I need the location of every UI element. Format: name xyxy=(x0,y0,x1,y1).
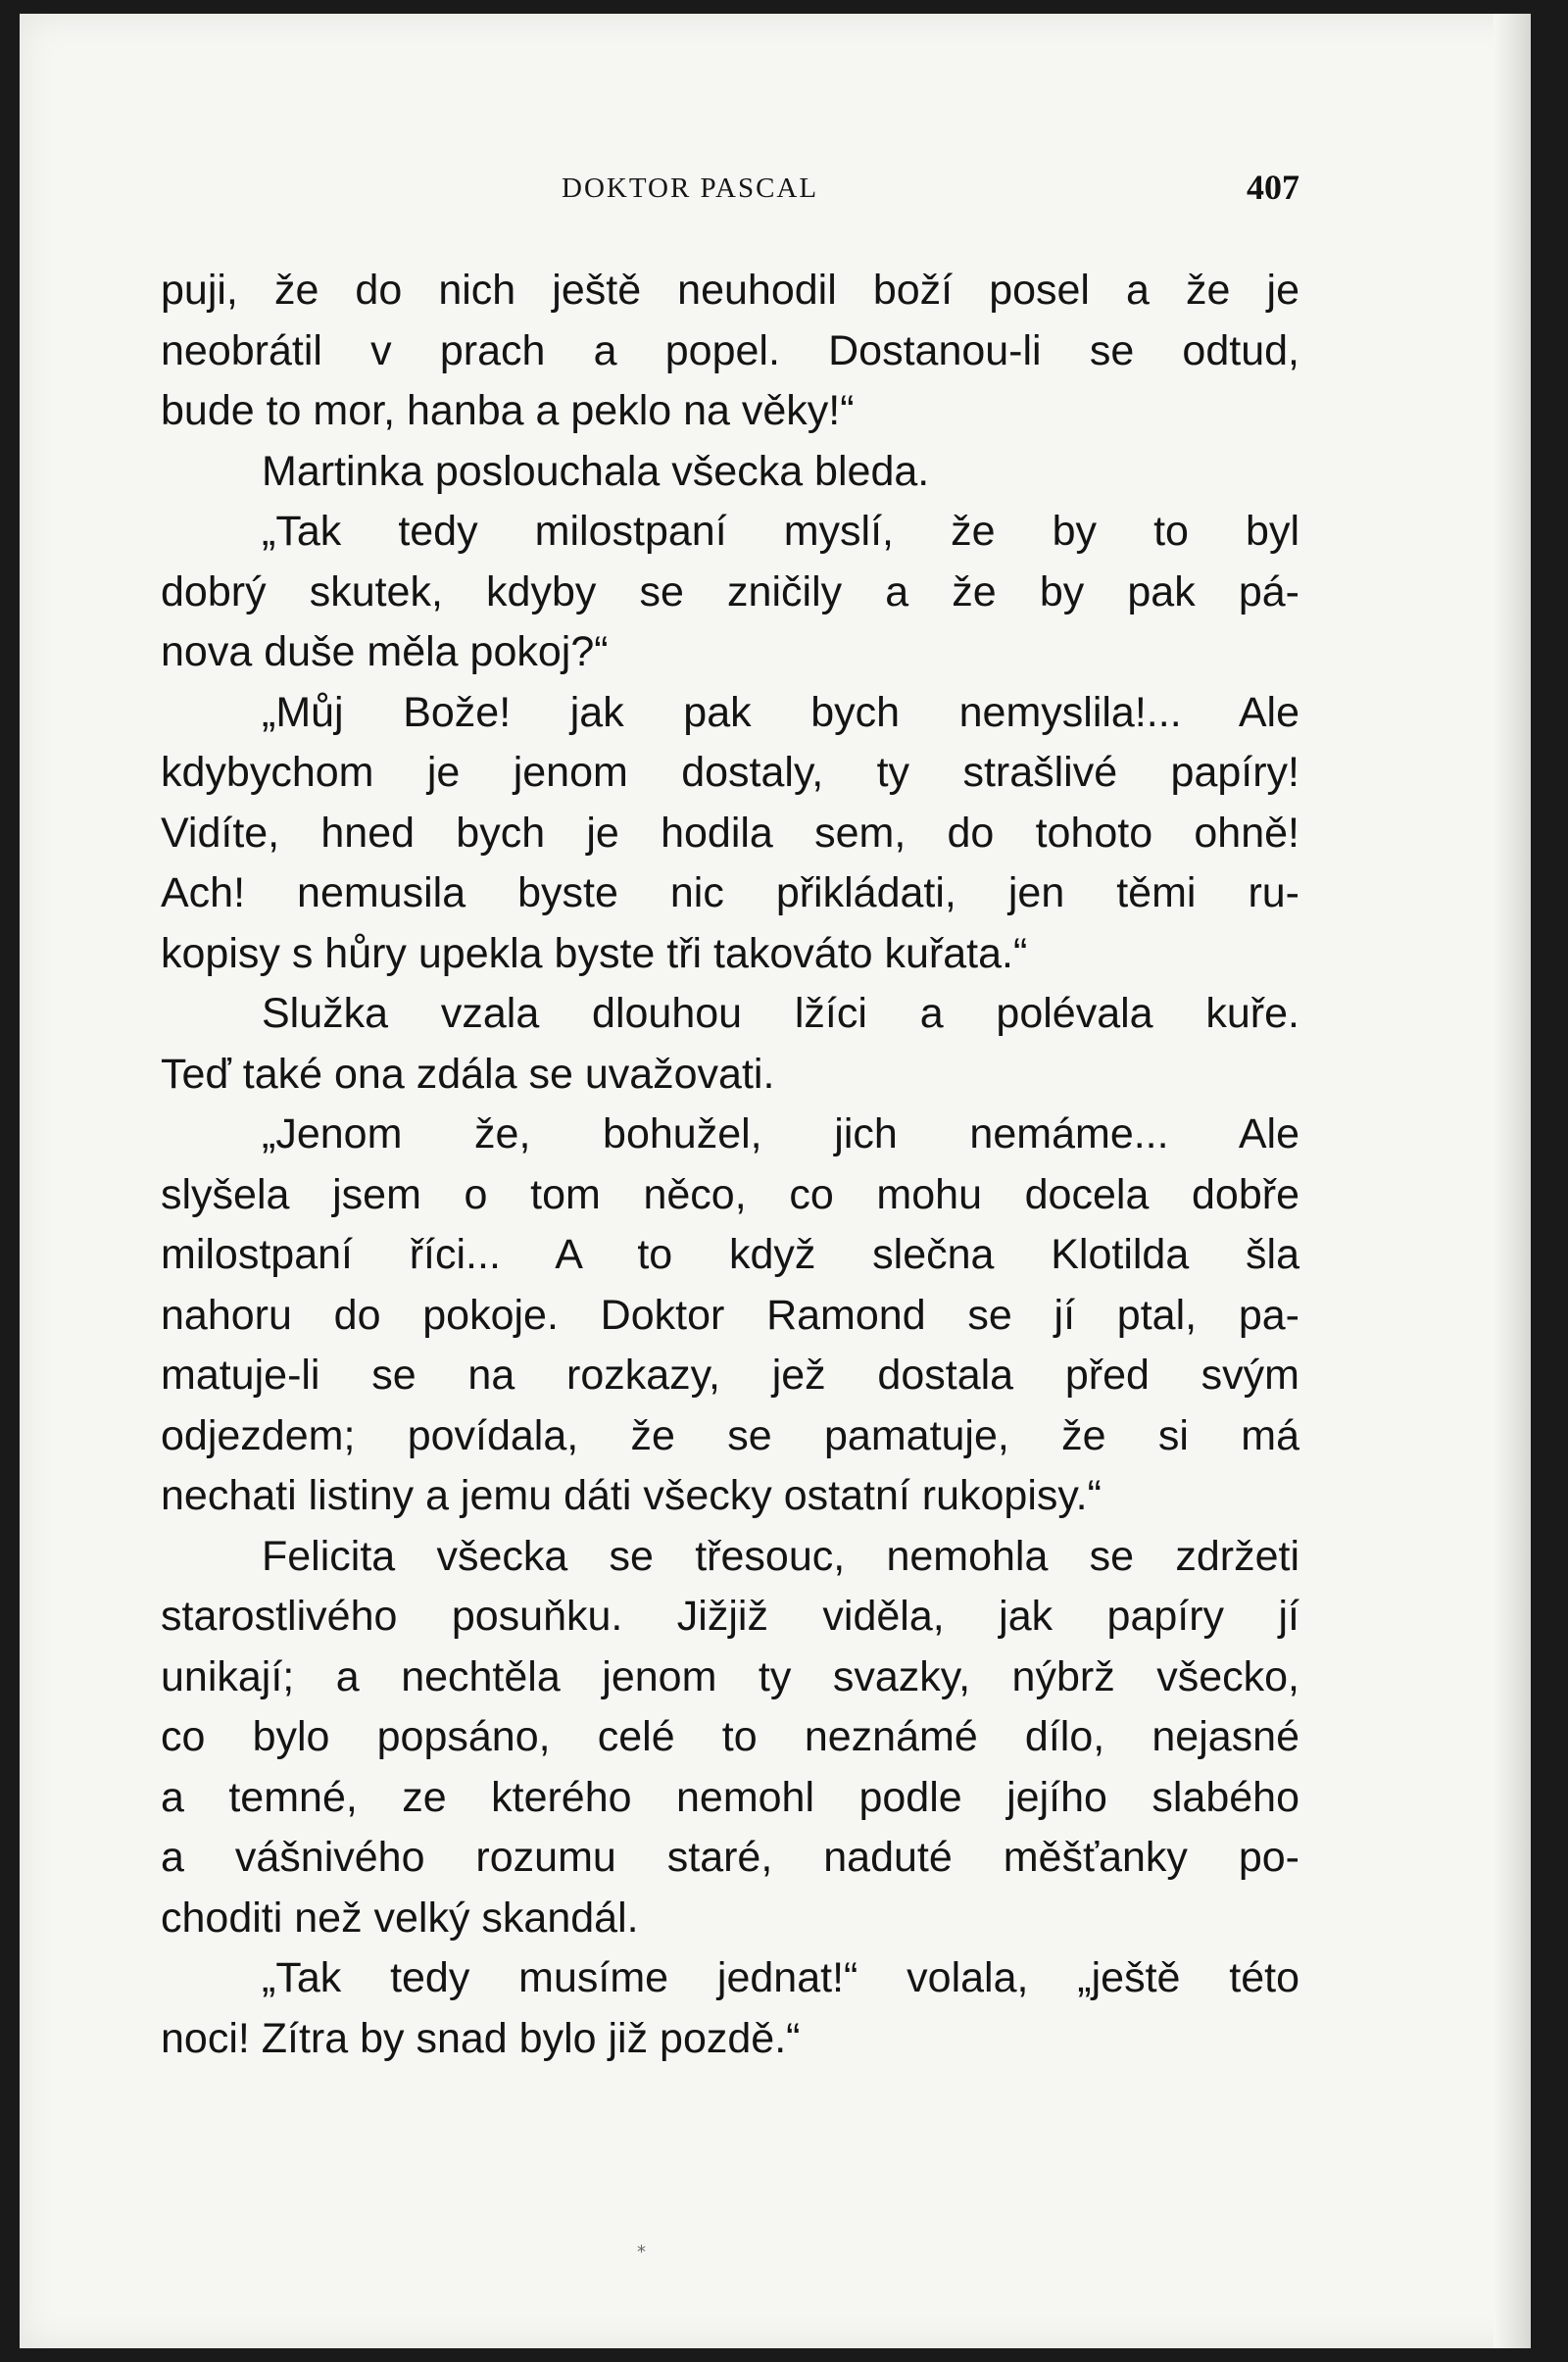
text-line: Felicita všecka se třesouc, nemohla se zdržeti xyxy=(262,1532,1299,1580)
text-line: kopisy s hůry upekla byste tři takováto kuřata.“ xyxy=(161,929,1028,977)
page-edge-shadow xyxy=(1494,14,1531,2348)
text-line: Ach! nemusila byste nic přikládati, jen těmi ru- xyxy=(161,869,1299,916)
text-line: a temné, ze kterého nemohl podle jejího slabého xyxy=(161,1773,1299,1821)
text-line: a vášnivého rozumu staré, naduté měšťanky po- xyxy=(161,1834,1299,1881)
text-line: Služka vzala dlouhou lžíci a polévala kuře. xyxy=(262,990,1299,1037)
text-line: nechati listiny a jemu dáti všecky ostatní rukopisy.“ xyxy=(161,1472,1102,1519)
text-line: dobrý skutek, kdyby se zničily a že by pak pá- xyxy=(161,567,1299,615)
book-page xyxy=(20,14,1531,2348)
text-line: milostpaní říci... A to když slečna Klotilda šla xyxy=(161,1231,1299,1278)
text-line: nova duše měla pokoj?“ xyxy=(161,628,609,675)
text-line: Vidíte, hned bych je hodila sem, do tohoto ohně! xyxy=(161,809,1299,857)
page-number: 407 xyxy=(1247,168,1299,207)
text-line: „Jenom že, bohužel, jich nemáme... Ale xyxy=(262,1110,1299,1157)
text-line: „Můj Bože! jak pak bych nemyslila!... Ale xyxy=(262,688,1299,736)
text-line: unikají; a nechtěla jenom ty svazky, nýbrž všecko, xyxy=(161,1652,1299,1700)
text-line: „Tak tedy milostpaní myslí, že by to byl xyxy=(262,508,1299,555)
text-line: bude to mor, hanba a peklo na věky!“ xyxy=(161,387,855,434)
text-line: „Tak tedy musíme jednat!“ volala, „ještě této xyxy=(262,1954,1299,2001)
text-line: starostlivého posuňku. Jižjiž viděla, jak papíry jí xyxy=(161,1593,1299,1640)
body-text xyxy=(161,261,1299,2069)
print-speck-icon: ⁎ xyxy=(637,2237,646,2257)
text-line: odjezdem; povídala, že se pamatuje, že si má xyxy=(161,1411,1299,1459)
text-line: matuje-li se na rozkazy, jež dostala před svým xyxy=(161,1352,1299,1399)
running-title: DOKTOR PASCAL xyxy=(562,172,819,204)
text-line: co bylo popsáno, celé to neznámé dílo, nejasné xyxy=(161,1713,1299,1760)
page-header xyxy=(20,167,1299,210)
text-line: puji, že do nich ještě neuhodil boží posel a že je xyxy=(161,267,1299,314)
text-line: kdybychom je jenom dostaly, ty strašlivé papíry! xyxy=(161,749,1299,796)
text-line: nahoru do pokoje. Doktor Ramond se jí ptal, pa- xyxy=(161,1291,1299,1339)
text-line: choditi než velký skandál. xyxy=(161,1894,639,1942)
text-line: Teď také ona zdála se uvažovati. xyxy=(161,1050,775,1098)
text-line: neobrátil v prach a popel. Dostanou-li se odtud, xyxy=(161,326,1299,374)
text-line: Martinka poslouchala všecka bleda. xyxy=(262,447,930,495)
text-line: slyšela jsem o tom něco, co mohu docela dobře xyxy=(161,1170,1299,1218)
text-line: noci! Zítra by snad bylo již pozdě.“ xyxy=(161,2014,801,2062)
